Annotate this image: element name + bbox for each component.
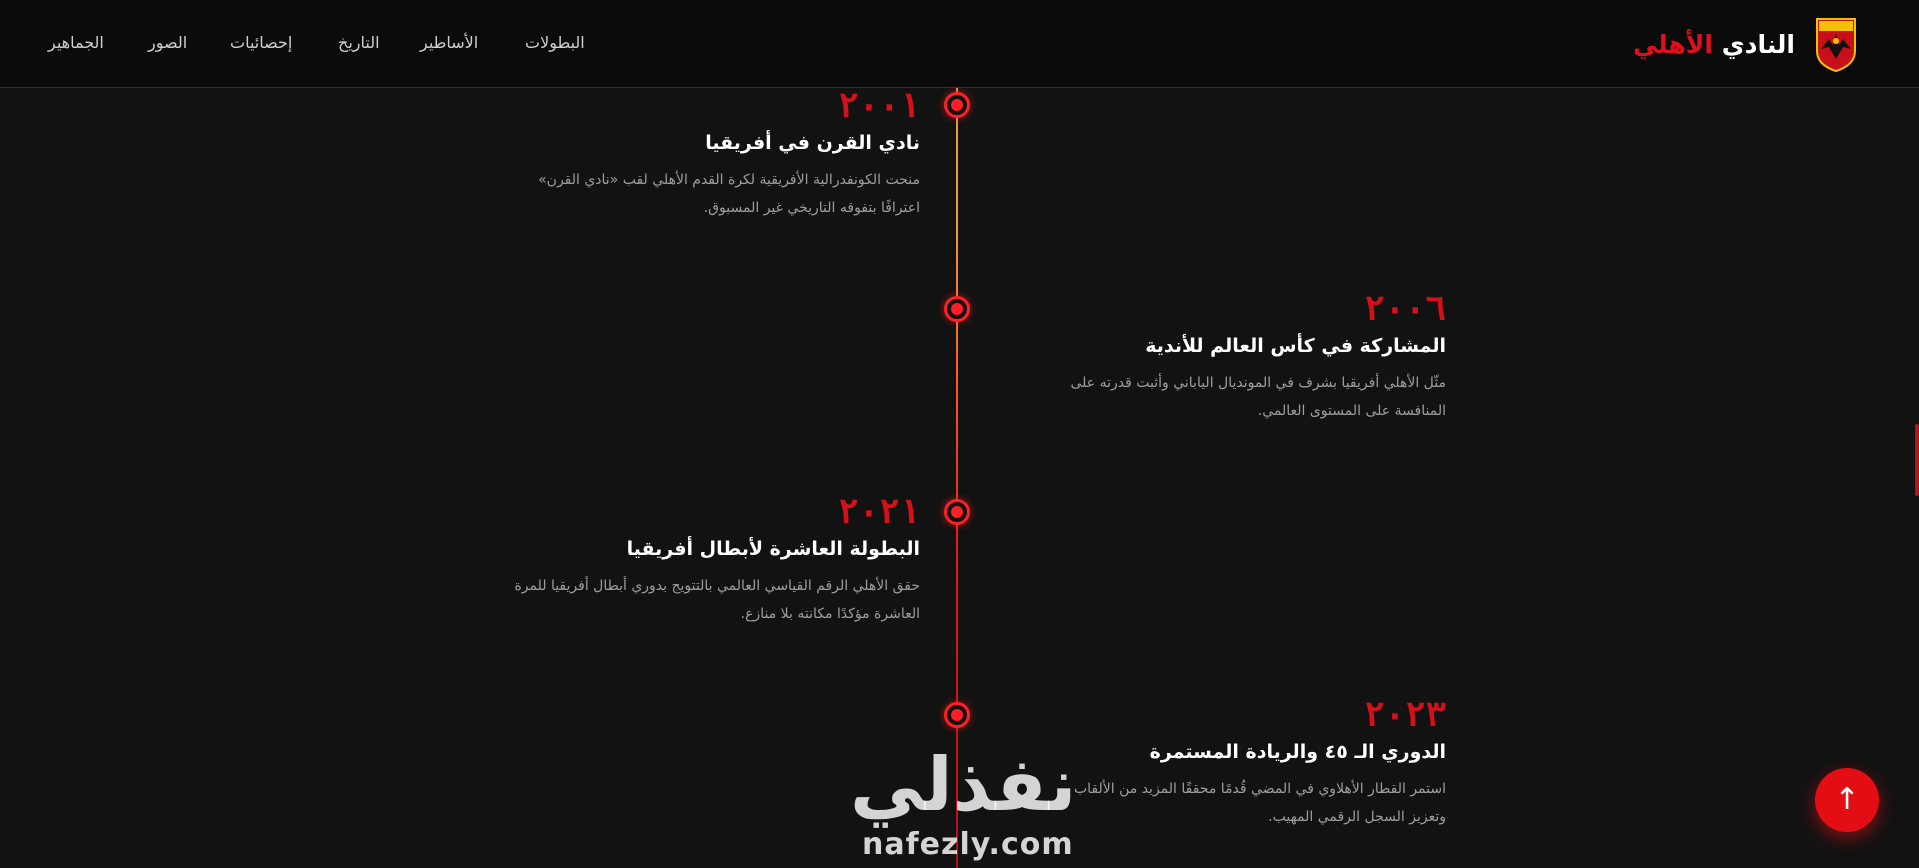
event-description-line: حقق الأهلي الرقم القياسي العالمي بالتتويج بدوري أبطال أفريقيا للمرة [514,578,920,594]
event-description [1026,369,1446,425]
timeline-dot [944,499,970,525]
timeline-event [1026,289,1446,425]
event-description-line: العاشرة مؤكدًا مكانته بلا منازع. [740,606,920,622]
scroll-to-top-button[interactable] [1815,768,1879,832]
event-description [460,572,920,628]
timeline-event [1026,695,1446,831]
timeline-event [460,492,920,628]
timeline-dot [944,296,970,322]
nav-item-legends[interactable]: الأساطير [420,33,479,52]
event-description-line: مثّل الأهلي أفريقيا بشرف في المونديال الياباني وأثبت قدرته على [1070,375,1446,391]
nav-item-photos[interactable]: الصور [148,33,188,52]
site-header [0,0,1919,88]
watermark-arabic: نفذلي [850,742,1077,828]
brand[interactable] [1633,14,1859,74]
event-year: ٢٠٠١ [838,86,920,126]
brand-name-red: الأهلي [1632,29,1713,59]
nav-item-championships[interactable]: البطولات [525,33,585,52]
event-description [1026,775,1446,831]
brand-name [1633,30,1795,59]
nav-item-history[interactable]: التاريخ [338,33,380,52]
event-year: ٢٠٢١ [838,492,920,532]
timeline-dot [944,702,970,728]
event-title: البطولة العاشرة لأبطال أفريقيا [626,538,920,560]
nav-item-statistics[interactable]: إحصائيات [230,33,293,52]
watermark-latin: nafezly.com [862,827,1074,862]
event-title: نادي القرن في أفريقيا [705,132,920,154]
arrow-up-icon: ↑ [1834,782,1860,817]
timeline-dot [944,92,970,118]
brand-name-white: النادي [1721,29,1795,59]
event-description-line: اعترافًا بتفوقه التاريخي غير المسبوق. [703,200,920,216]
event-title: الدوري الـ ٤٥ والريادة المستمرة [1149,741,1446,763]
scroll-indicator[interactable] [1915,424,1919,496]
event-year: ٢٠٢٣ [1364,695,1446,735]
al-ahly-eagle-crest-icon [1813,15,1859,73]
event-description [460,166,920,222]
event-description-line: منحت الكونفدرالية الأفريقية لكرة القدم الأهلي لقب «نادي القرن» [538,172,920,188]
event-year: ٢٠٠٦ [1364,289,1446,329]
event-description-line: وتعزيز السجل الرقمي المهيب. [1268,809,1446,825]
timeline-event [460,86,920,222]
event-title: المشاركة في كأس العالم للأندية [1145,335,1446,357]
event-description-line: المنافسة على المستوى العالمي. [1257,403,1446,419]
nav-item-fans[interactable]: الجماهير [48,33,104,52]
event-description-line: استمر القطار الأهلاوي في المضي قُدمًا محققًا المزيد من الألقاب [1073,781,1446,797]
